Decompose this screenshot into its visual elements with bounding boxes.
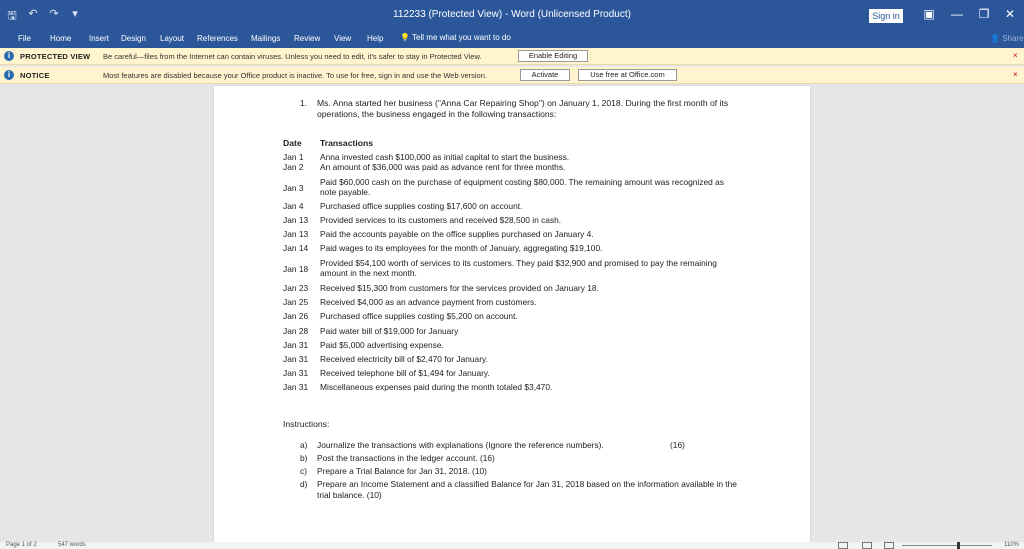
instruction-text: Prepare a Trial Balance for Jan 31, 2018. (10) [317, 466, 487, 476]
print-layout-icon[interactable] [862, 542, 872, 549]
transaction-text: Purchased office supplies costing $5,200 on account. [320, 311, 518, 321]
transaction-date: Jan 25 [283, 297, 309, 307]
restore-button[interactable]: ❐ [978, 7, 990, 21]
notice-bar [0, 67, 1024, 84]
tab-view[interactable]: View [334, 34, 352, 43]
zoom-slider[interactable] [902, 545, 992, 546]
transaction-date: Jan 13 [283, 215, 309, 225]
instruction-letter: c) [300, 466, 307, 476]
page-count[interactable]: Page 1 of 2 [6, 542, 37, 548]
instruction-text: Post the transactions in the ledger account. (16) [317, 453, 495, 463]
tab-home[interactable]: Home [50, 34, 72, 43]
protected-view-bar [0, 48, 1024, 65]
instruction-marks: (16) [670, 440, 685, 450]
tab-mailings[interactable]: Mailings [251, 34, 281, 43]
transaction-text: Anna invested cash $100,000 as initial capital to start the business. [320, 152, 570, 162]
read-mode-icon[interactable] [838, 542, 848, 549]
transaction-text: Purchased office supplies costing $17,600 on account. [320, 201, 523, 211]
title-bar [0, 0, 1024, 30]
instruction-letter: d) [300, 479, 308, 489]
date-column-header: Date [283, 138, 302, 148]
zoom-level[interactable]: 110% [1004, 542, 1019, 548]
word-count[interactable]: 547 words [58, 542, 86, 548]
web-layout-icon[interactable] [884, 542, 894, 549]
transaction-date: Jan 13 [283, 229, 309, 239]
transaction-date: Jan 26 [283, 311, 309, 321]
enable-editing-button[interactable]: Enable Editing [518, 50, 588, 62]
protected-view-label: PROTECTED VIEW [20, 52, 91, 61]
minimize-button[interactable]: — [951, 7, 963, 21]
tab-insert[interactable]: Insert [89, 34, 110, 43]
transaction-text: Received $4,000 as an advance payment from customers. [320, 297, 537, 307]
close-button[interactable]: ✕ [1004, 7, 1016, 21]
info-icon: i [4, 51, 14, 61]
share-person-icon: 👤 [990, 34, 1000, 43]
instructions-heading: Instructions: [283, 419, 330, 429]
close-protected-bar-icon[interactable]: × [1013, 51, 1018, 60]
customize-qat-icon[interactable]: ▾ [72, 8, 78, 20]
tab-review[interactable]: Review [294, 34, 321, 43]
share-label: Share [1002, 34, 1024, 43]
undo-icon[interactable]: ↶ [28, 8, 38, 20]
instruction-text: Journalize the transactions with explanations (Ignore the reference numbers). [317, 440, 604, 450]
tab-file[interactable]: File [18, 34, 31, 43]
instruction-letter: a) [300, 440, 308, 450]
transactions-column-header: Transactions [320, 138, 374, 148]
activate-button[interactable]: Activate [520, 69, 570, 81]
close-notice-bar-icon[interactable]: × [1013, 70, 1018, 79]
question-number: 1. [300, 98, 308, 108]
transaction-date: Jan 4 [283, 201, 304, 211]
redo-icon[interactable]: ↷ [49, 8, 59, 20]
status-bar [0, 542, 1024, 549]
instruction-text: Prepare an Income Statement and a classified Balance for Jan 31, 2018 based on the information available in the trial balance. (10) [317, 479, 737, 500]
tab-help[interactable]: Help [367, 34, 384, 43]
transaction-text: Paid $5,000 advertising expense. [320, 340, 444, 350]
transaction-date: Jan 31 [283, 340, 309, 350]
transaction-text: Provided services to its customers and received $28,500 in cash. [320, 215, 562, 225]
tab-design[interactable]: Design [121, 34, 146, 43]
transaction-text: Received electricity bill of $2,470 for January. [320, 354, 488, 364]
question-text: Ms. Anna started her business ("Anna Car Repairing Shop") on January 1, 2018. During the first month of its operations, the business engaged in the following transactions: [317, 98, 729, 120]
transaction-text: Provided $54,100 worth of services to its customers. They paid $32,900 and promised to pay the remaining amount in the next month. [320, 258, 717, 279]
tell-me-search[interactable] [400, 33, 511, 42]
instruction-letter: b) [300, 453, 308, 463]
tell-me-label: Tell me what you want to do [412, 33, 511, 42]
document-page[interactable] [214, 86, 810, 542]
transaction-date: Jan 14 [283, 243, 309, 253]
transaction-text: Paid water bill of $19,000 for January [320, 326, 459, 336]
notice-message: Most features are disabled because your Office product is inactive. To use for free, sign in and use the Web version. [103, 71, 487, 80]
use-free-button[interactable]: Use free at Office.com [578, 69, 677, 81]
transaction-text: Received $15,300 from customers for the services provided on January 18. [320, 283, 599, 293]
transaction-text: Paid $60,000 cash on the purchase of equipment costing $80,000. The remaining amount was recognized as note payable. [320, 177, 724, 198]
transaction-date: Jan 28 [283, 326, 309, 336]
sign-in-button[interactable]: Sign in [869, 9, 903, 23]
transaction-date: Jan 1 [283, 152, 304, 162]
transaction-date: Jan 18 [283, 264, 309, 274]
transaction-text: Received telephone bill of $1,494 for January. [320, 368, 490, 378]
info-icon: i [4, 70, 14, 80]
lightbulb-icon: 💡 [400, 33, 410, 42]
protected-view-message: Be careful—files from the Internet can contain viruses. Unless you need to edit, it's safer to stay in Protected View. [103, 52, 482, 61]
transaction-date: Jan 3 [283, 183, 304, 193]
ribbon-tabs [0, 30, 1024, 48]
share-button[interactable] [990, 34, 1024, 43]
transaction-text: An amount of $36,000 was paid as advance rent for three months. [320, 162, 566, 172]
ribbon-display-options-icon[interactable]: ▣ [923, 7, 935, 21]
transaction-date: Jan 31 [283, 354, 309, 364]
zoom-slider-thumb[interactable] [957, 542, 960, 549]
transaction-date: Jan 23 [283, 283, 309, 293]
notice-label: NOTICE [20, 71, 50, 80]
transaction-date: Jan 31 [283, 382, 309, 392]
save-icon[interactable]: 🖫 [7, 10, 17, 22]
transaction-text: Paid wages to its employees for the month of January, aggregating $19,100. [320, 243, 603, 253]
transaction-text: Paid the accounts payable on the office supplies purchased on January 4. [320, 229, 594, 239]
tab-references[interactable]: References [197, 34, 238, 43]
transaction-date: Jan 31 [283, 368, 309, 378]
transaction-text: Miscellaneous expenses paid during the month totaled $3,470. [320, 382, 553, 392]
transaction-date: Jan 2 [283, 162, 304, 172]
window-title: 112233 (Protected View) - Word (Unlicensed Product) [393, 9, 631, 20]
tab-layout[interactable]: Layout [160, 34, 185, 43]
